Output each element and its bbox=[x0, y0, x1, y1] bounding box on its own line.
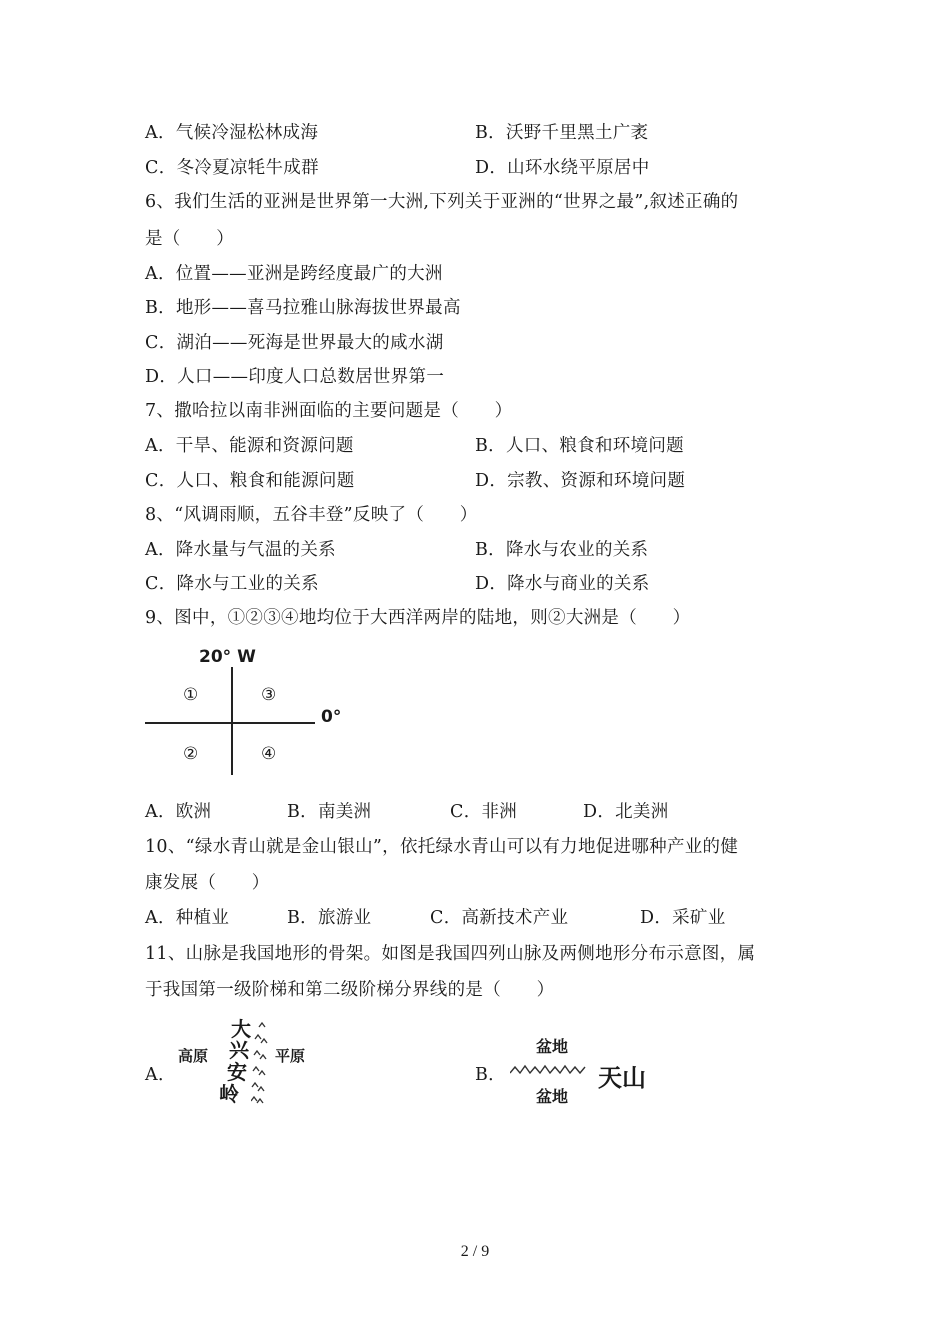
q7-stem: 7、撒哈拉以南非洲面临的主要问题是（ ） bbox=[145, 401, 513, 421]
q8-option-a: A．降水量与气温的关系 bbox=[145, 540, 336, 560]
quadrant-4-marker: ④ bbox=[261, 744, 277, 764]
tianshan-label: 天山 bbox=[598, 1064, 646, 1092]
range-char-3: 安 bbox=[227, 1060, 247, 1084]
q8-option-d: D．降水与商业的关系 bbox=[475, 574, 650, 594]
plain-label: 平原 bbox=[275, 1047, 306, 1065]
plateau-label: 高原 bbox=[178, 1047, 209, 1065]
q7-option-a: A．干旱、能源和资源问题 bbox=[145, 436, 354, 456]
basin-bottom-label: 盆地 bbox=[536, 1087, 569, 1106]
range-char-1: 大 bbox=[231, 1017, 251, 1041]
mountain-ridge-icon bbox=[510, 1063, 590, 1077]
quadrant-1-marker: ① bbox=[183, 685, 199, 705]
q11-option-a-label: A． bbox=[145, 1065, 176, 1085]
mountain-range-icon bbox=[251, 1021, 271, 1105]
q5-option-a: A．气候冷湿松林成海 bbox=[145, 123, 319, 143]
quadrant-2-marker: ② bbox=[183, 744, 199, 764]
q6-option-c: C．湖泊——死海是世界最大的咸水湖 bbox=[145, 333, 444, 353]
quadrant-3-marker: ③ bbox=[261, 685, 277, 705]
q10-option-b: B．旅游业 bbox=[287, 908, 372, 928]
longitude-label: 20° W bbox=[199, 647, 256, 667]
q6-stem-line2: 是（ ） bbox=[145, 229, 234, 249]
q11-figure-b bbox=[510, 1030, 670, 1110]
q6-option-d: D．人口——印度人口总数居世界第一 bbox=[145, 367, 445, 387]
q9-quadrant-figure bbox=[145, 645, 365, 780]
q10-option-c: C．高新技术产业 bbox=[430, 908, 569, 928]
q9-option-a: A．欧洲 bbox=[145, 802, 212, 822]
q6-option-a: A．位置——亚洲是跨经度最广的大洲 bbox=[145, 264, 443, 284]
q7-option-d: D．宗教、资源和环境问题 bbox=[475, 471, 686, 491]
q10-stem-line2: 康发展（ ） bbox=[145, 873, 270, 893]
page-number: 2 / 9 bbox=[460, 1243, 490, 1260]
q5-option-d: D．山环水绕平原居中 bbox=[475, 158, 650, 178]
q9-option-d: D．北美洲 bbox=[583, 802, 669, 822]
q9-option-b: B．南美洲 bbox=[287, 802, 372, 822]
q9-stem: 9、图中，①②③④地均位于大西洋两岸的陆地，则②大洲是（ ） bbox=[145, 608, 691, 628]
q6-option-b: B．地形——喜马拉雅山脉海拔世界最高 bbox=[145, 298, 461, 318]
q11-figure-a bbox=[175, 1013, 315, 1105]
q8-option-c: C．降水与工业的关系 bbox=[145, 574, 319, 594]
q11-option-b-label: B． bbox=[475, 1065, 506, 1085]
q10-option-d: D．采矿业 bbox=[640, 908, 726, 928]
q8-option-b: B．降水与农业的关系 bbox=[475, 540, 649, 560]
q7-option-b: B．人口、粮食和环境问题 bbox=[475, 436, 684, 456]
q9-option-c: C．非洲 bbox=[450, 802, 518, 822]
range-char-2: 兴 bbox=[229, 1038, 249, 1062]
q7-option-c: C．人口、粮食和能源问题 bbox=[145, 471, 355, 491]
q10-stem-line1: 10、“绿水青山就是金山银山”，依托绿水青山可以有力地促进哪种产业的健 bbox=[145, 837, 739, 857]
equator-label: 0° bbox=[321, 707, 342, 727]
q8-stem: 8、“风调雨顺，五谷丰登”反映了（ ） bbox=[145, 505, 478, 525]
basin-top-label: 盆地 bbox=[536, 1037, 569, 1056]
q11-stem-line2: 于我国第一级阶梯和第二级阶梯分界线的是（ ） bbox=[145, 980, 555, 1000]
q6-stem-line1: 6、我们生活的亚洲是世界第一大洲,下列关于亚洲的“世界之最”,叙述正确的 bbox=[145, 192, 739, 212]
q5-option-b: B．沃野千里黑土广袤 bbox=[475, 123, 649, 143]
q5-option-c: C．冬冷夏凉牦牛成群 bbox=[145, 158, 319, 178]
range-char-4: 岭 bbox=[219, 1082, 239, 1106]
q10-option-a: A．种植业 bbox=[145, 908, 230, 928]
q11-stem-line1: 11、山脉是我国地形的骨架。如图是我国四列山脉及两侧地形分布示意图，属 bbox=[145, 944, 756, 964]
